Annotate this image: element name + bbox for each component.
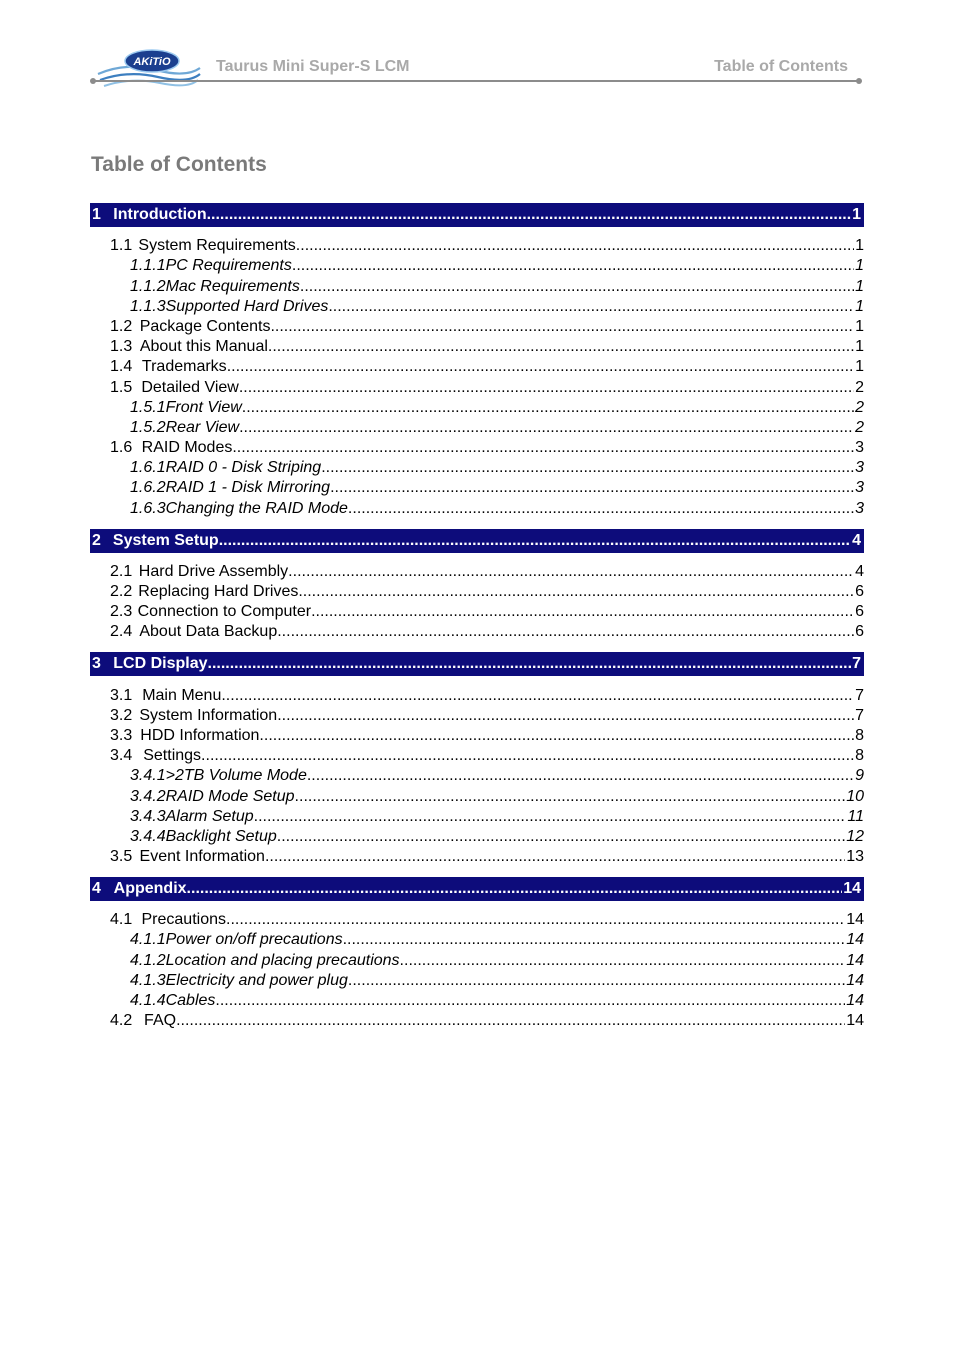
- chapter-page: 14: [843, 880, 861, 898]
- chapter-number: 1: [92, 206, 101, 223]
- entry-title: RAID Modes: [141, 439, 233, 457]
- toc-entry[interactable]: [90, 581, 864, 601]
- entry-page: 12: [846, 827, 864, 845]
- entry-number: 1.6.3: [130, 499, 166, 517]
- entry-page: 3: [855, 459, 864, 477]
- leader-dots: [288, 563, 854, 581]
- toc-entry[interactable]: [90, 909, 864, 929]
- entry-page: 14: [846, 1012, 864, 1030]
- entry-title: Settings: [143, 747, 202, 765]
- entry-page: 2: [855, 398, 864, 416]
- chapter-page: 7: [852, 655, 861, 673]
- entry-page: 14: [846, 971, 864, 989]
- entry-title: PC Requirements: [165, 257, 292, 275]
- entry-number: 4.1.2: [130, 951, 166, 969]
- toc-entry[interactable]: [90, 561, 864, 581]
- entry-number: 1.5.1: [130, 398, 166, 416]
- entry-title: About this Manual: [139, 338, 268, 356]
- leader-dots: [215, 992, 845, 1010]
- entry-page: 1: [855, 257, 864, 275]
- entry-number: 3.1: [110, 686, 133, 704]
- entry-title: About Data Backup: [139, 623, 278, 641]
- entry-number: 3.2: [110, 706, 133, 724]
- entry-title: Connection to Computer: [137, 603, 312, 621]
- entry-page: 4: [855, 562, 864, 580]
- entry-number: 2.1: [110, 562, 133, 580]
- entry-page: 2: [855, 418, 864, 436]
- entry-title: System Requirements: [138, 237, 296, 255]
- toc-entry[interactable]: [90, 929, 864, 949]
- entry-page: 1: [855, 237, 864, 255]
- header-rule-end: [856, 78, 862, 84]
- toc-entry[interactable]: [90, 806, 864, 826]
- leader-dots: [295, 788, 846, 806]
- entry-page: 10: [846, 787, 864, 805]
- entry-number: 3.5: [110, 848, 133, 866]
- toc-entry[interactable]: [90, 765, 864, 785]
- entry-title: Front View: [165, 398, 242, 416]
- entry-title: FAQ: [144, 1012, 177, 1030]
- toc-entry[interactable]: [90, 970, 864, 990]
- leader-dots: [400, 952, 846, 970]
- toc-entry[interactable]: [90, 316, 864, 336]
- entry-number: 4.1: [110, 911, 133, 929]
- entry-page: 3: [855, 479, 864, 497]
- entry-page: 14: [846, 951, 864, 969]
- entry-page: 14: [846, 992, 864, 1009]
- toc-entry[interactable]: [90, 376, 864, 396]
- toc-entry[interactable]: [90, 601, 864, 621]
- toc-entry[interactable]: [90, 826, 864, 846]
- entry-number: 1.1.1: [130, 257, 166, 275]
- toc-entry[interactable]: [90, 477, 864, 497]
- leader-dots: [226, 911, 845, 929]
- toc-entry[interactable]: [90, 497, 864, 517]
- leader-dots: [348, 500, 854, 518]
- toc-entry[interactable]: [90, 437, 864, 457]
- toc-entry[interactable]: [90, 397, 864, 417]
- product-name: Taurus Mini Super-S LCM: [216, 58, 410, 75]
- entry-number: 3.4: [110, 747, 133, 765]
- entry-title: Detailed View: [141, 378, 239, 396]
- chapter-page: 1: [852, 206, 861, 223]
- entry-page: 9: [855, 767, 864, 785]
- leader-dots: [201, 747, 854, 765]
- entry-page: 7: [855, 686, 864, 704]
- entry-number: 3.4.2: [130, 787, 166, 805]
- leader-dots: [298, 583, 854, 601]
- toc-entry[interactable]: [90, 725, 864, 745]
- entry-number: 3.4.4: [130, 827, 166, 845]
- leader-dots: [277, 623, 854, 641]
- entry-number: 3.4.3: [130, 807, 166, 825]
- toc-entry[interactable]: [90, 846, 864, 866]
- entry-title: Power on/off precautions: [165, 931, 343, 949]
- chapter-number: 4: [92, 880, 101, 898]
- entry-page: 1: [855, 297, 864, 315]
- entry-title: Electricity and power plug: [165, 971, 348, 989]
- entry-title: Event Information: [139, 848, 265, 866]
- leader-dots: [242, 399, 854, 417]
- leader-dots: [330, 479, 854, 497]
- entry-title: Mac Requirements: [165, 277, 300, 295]
- entry-number: 3.4.1: [130, 767, 166, 785]
- chapter-title: LCD Display: [113, 655, 208, 673]
- header-section-name: Table of Contents: [714, 58, 848, 75]
- leader-dots: [296, 237, 854, 255]
- leader-dots: [232, 439, 854, 457]
- leader-dots: [307, 767, 854, 785]
- entry-number: 4.2: [110, 1012, 133, 1030]
- entry-title: Trademarks: [141, 358, 227, 376]
- toc-chapter-3[interactable]: [90, 652, 864, 676]
- entry-number: 1.1: [110, 237, 133, 255]
- leader-dots: [277, 707, 854, 725]
- leader-dots: [259, 727, 854, 745]
- leader-dots: [207, 206, 852, 224]
- toc-entry[interactable]: [90, 296, 864, 316]
- leader-dots: [187, 880, 843, 898]
- entry-title: Cables: [165, 992, 216, 1009]
- entry-page: 8: [855, 726, 864, 744]
- entry-number: 1.5: [110, 378, 133, 396]
- entry-title: >2TB Volume Mode: [165, 767, 307, 785]
- chapter-title: System Setup: [112, 531, 219, 549]
- toc-entry[interactable]: [90, 457, 864, 477]
- entry-page: 14: [846, 911, 864, 929]
- entry-number: 1.6.2: [130, 479, 166, 497]
- leader-dots: [239, 419, 854, 437]
- leader-dots: [208, 655, 852, 673]
- entry-number: 3.3: [110, 726, 133, 744]
- entry-page: 3: [855, 499, 864, 517]
- entry-title: Precautions: [141, 911, 226, 929]
- header-rule: [94, 80, 860, 82]
- entry-page: 6: [855, 603, 864, 621]
- leader-dots: [270, 318, 854, 336]
- leader-dots: [348, 972, 845, 990]
- entry-page: 3: [855, 439, 864, 457]
- entry-title: Hard Drive Assembly: [138, 562, 289, 580]
- toc-entry[interactable]: [90, 785, 864, 805]
- entry-number: 1.6.1: [130, 459, 166, 477]
- entry-title: Alarm Setup: [165, 807, 254, 825]
- leader-dots: [268, 338, 854, 356]
- entry-title: RAID 0 - Disk Striping: [165, 459, 322, 477]
- table-of-contents: [90, 203, 864, 1030]
- entry-number: 1.6: [110, 439, 133, 457]
- entry-number: 4.1.1: [130, 931, 166, 949]
- chapter-spacer: [90, 641, 864, 652]
- chapter-number: 3: [92, 655, 101, 673]
- entry-title: Location and placing precautions: [165, 951, 400, 969]
- akitio-logo-icon: [96, 44, 202, 90]
- toc-entry[interactable]: [90, 684, 864, 704]
- toc-entry[interactable]: [90, 621, 864, 641]
- header-rule-end: [90, 78, 96, 84]
- entry-number: 2.4: [110, 623, 133, 641]
- leader-dots: [227, 358, 854, 376]
- leader-dots: [176, 1012, 845, 1030]
- leader-dots: [321, 459, 854, 477]
- leader-dots: [277, 828, 845, 846]
- chapter-spacer: [90, 866, 864, 877]
- svg-text:AKiTiO: AKiTiO: [133, 56, 171, 68]
- page-header: [90, 40, 864, 92]
- entry-title: Supported Hard Drives: [165, 297, 329, 315]
- toc-entry[interactable]: [90, 949, 864, 969]
- toc-entry[interactable]: [90, 356, 864, 376]
- leader-dots: [311, 603, 854, 621]
- leader-dots: [221, 687, 854, 705]
- toc-entry[interactable]: [90, 417, 864, 437]
- chapter-title: Introduction: [113, 206, 207, 223]
- entry-number: 1.3: [110, 338, 133, 356]
- entry-title: RAID Mode Setup: [165, 787, 295, 805]
- toc-entry[interactable]: [90, 705, 864, 725]
- entry-number: 1.4: [110, 358, 133, 376]
- entry-number: 1.1.3: [130, 297, 166, 315]
- toc-entry[interactable]: [90, 235, 864, 255]
- chapter-number: 2: [92, 531, 101, 549]
- entry-number: 4.1.3: [130, 971, 166, 989]
- leader-dots: [265, 848, 845, 866]
- leader-dots: [239, 379, 854, 397]
- toc-chapter-1[interactable]: [90, 203, 864, 227]
- entry-page: 1: [855, 338, 864, 356]
- chapter-spacer: [90, 518, 864, 529]
- entry-page: 1: [855, 358, 864, 376]
- toc-entry[interactable]: [90, 1010, 864, 1030]
- entry-title: Replacing Hard Drives: [138, 583, 299, 600]
- toc-entry[interactable]: [90, 336, 864, 356]
- leader-dots: [343, 931, 846, 949]
- toc-entry[interactable]: [90, 745, 864, 765]
- entry-number: 2.2: [110, 583, 133, 600]
- entry-page: 14: [846, 931, 864, 949]
- entry-page: 11: [847, 807, 864, 825]
- entry-title: Changing the RAID Mode: [165, 499, 348, 517]
- entry-page: 1: [855, 317, 864, 335]
- entry-page: 1: [855, 277, 864, 295]
- leader-dots: [292, 257, 854, 275]
- toc-entry[interactable]: [90, 275, 864, 295]
- entry-page: 13: [846, 848, 864, 866]
- toc-entry[interactable]: [90, 990, 864, 1010]
- leader-dots: [300, 278, 854, 296]
- toc-entry[interactable]: [90, 255, 864, 275]
- entry-title: Rear View: [165, 418, 240, 436]
- toc-chapter-2[interactable]: [90, 529, 864, 553]
- entry-number: 1.1.2: [130, 277, 166, 295]
- entry-page: 8: [855, 747, 864, 765]
- entry-title: Package Contents: [139, 317, 271, 335]
- toc-chapter-4[interactable]: [90, 877, 864, 901]
- entry-page: 7: [855, 706, 864, 724]
- entry-number: 4.1.4: [130, 992, 166, 1009]
- entry-title: Backlight Setup: [165, 827, 277, 845]
- entry-page: 6: [855, 583, 864, 600]
- chapter-title: Appendix: [113, 880, 187, 898]
- entry-number: 1.2: [110, 317, 133, 335]
- entry-title: RAID 1 - Disk Mirroring: [165, 479, 331, 497]
- entry-title: System Information: [139, 706, 278, 724]
- entry-page: 2: [855, 378, 864, 396]
- entry-title: HDD Information: [140, 726, 260, 744]
- leader-dots: [328, 298, 854, 316]
- entry-page: 6: [855, 623, 864, 641]
- entry-title: Main Menu: [142, 686, 222, 704]
- entry-number: 2.3: [110, 603, 133, 621]
- leader-dots: [254, 808, 847, 826]
- chapter-page: 4: [852, 531, 861, 549]
- leader-dots: [219, 532, 851, 550]
- entry-number: 1.5.2: [130, 418, 166, 436]
- toc-title: Table of Contents: [91, 153, 267, 176]
